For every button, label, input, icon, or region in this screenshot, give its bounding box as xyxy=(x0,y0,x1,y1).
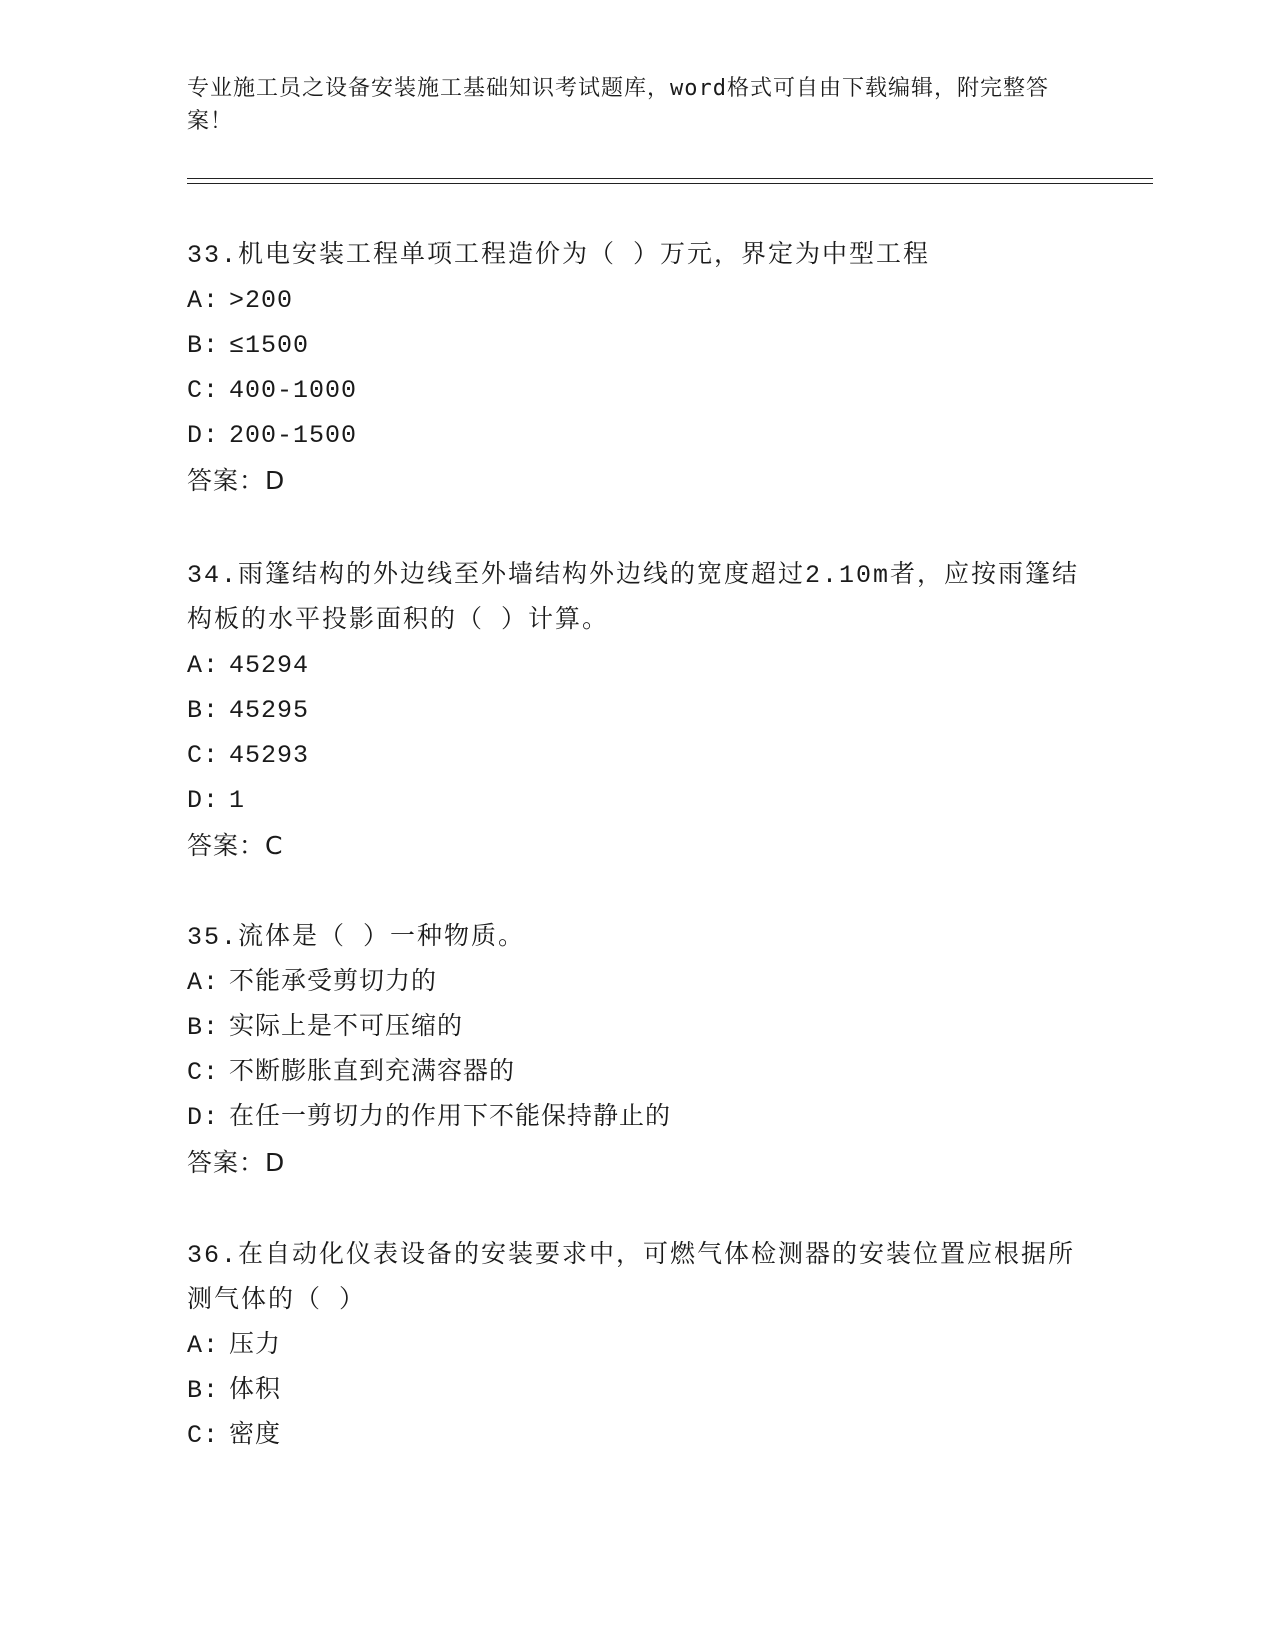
option-label: D: xyxy=(187,1103,220,1132)
option-c xyxy=(187,733,1087,778)
option-label: C: xyxy=(187,376,220,405)
option-label: D: xyxy=(187,786,220,815)
option-a xyxy=(187,960,1087,1005)
header-rule-top xyxy=(187,178,1153,179)
option-text: >200 xyxy=(229,286,294,315)
option-label: D: xyxy=(187,421,220,450)
question-33 xyxy=(187,233,1087,503)
document-header: 专业施工员之设备安装施工基础知识考试题库，word格式可自由下载编辑，附完整答案！ xyxy=(187,76,1049,134)
option-label: C: xyxy=(187,1058,220,1087)
option-text: 不断膨胀直到充满容器的 xyxy=(229,1058,516,1087)
option-a xyxy=(187,643,1087,688)
answer: 答案：C xyxy=(187,831,284,860)
option-text: 1 xyxy=(229,786,246,815)
option-label: B: xyxy=(187,1376,220,1405)
header-rule-bottom xyxy=(187,183,1153,184)
option-label: C: xyxy=(187,1421,220,1450)
option-text: 体积 xyxy=(229,1376,282,1405)
option-text: 400-1000 xyxy=(229,376,358,405)
question-stem: 35.流体是（ ）一种物质。 xyxy=(187,923,526,952)
option-label: A: xyxy=(187,651,220,680)
option-label: B: xyxy=(187,696,220,725)
option-label: A: xyxy=(187,286,220,315)
option-label: A: xyxy=(187,968,220,997)
option-label: C: xyxy=(187,741,220,770)
option-text: 45293 xyxy=(229,741,310,770)
question-35 xyxy=(187,915,1087,1185)
option-b xyxy=(187,688,1087,733)
option-text: ≤1500 xyxy=(229,331,310,360)
option-text: 不能承受剪切力的 xyxy=(229,968,438,997)
option-b xyxy=(187,323,1087,368)
option-b xyxy=(187,1368,1087,1413)
option-text: 压力 xyxy=(229,1331,282,1360)
question-36 xyxy=(187,1233,1087,1458)
option-c xyxy=(187,1413,1087,1458)
option-a xyxy=(187,278,1087,323)
option-text: 45295 xyxy=(229,696,310,725)
option-d xyxy=(187,1095,1087,1140)
option-a xyxy=(187,1323,1087,1368)
option-label: B: xyxy=(187,1013,220,1042)
option-text: 密度 xyxy=(229,1421,282,1450)
question-stem: 33.机电安装工程单项工程造价为（ ）万元，界定为中型工程 xyxy=(187,241,931,270)
option-d xyxy=(187,778,1087,823)
option-label: A: xyxy=(187,1331,220,1360)
option-text: 45294 xyxy=(229,651,310,680)
option-text: 200-1500 xyxy=(229,421,358,450)
question-34 xyxy=(187,553,1087,868)
answer: 答案：D xyxy=(187,1148,286,1177)
option-b xyxy=(187,1005,1087,1050)
option-d xyxy=(187,413,1087,458)
option-c xyxy=(187,1050,1087,1095)
option-label: B: xyxy=(187,331,220,360)
option-text: 在任一剪切力的作用下不能保持静止的 xyxy=(229,1103,672,1132)
question-stem: 36.在自动化仪表设备的安装要求中，可燃气体检测器的安装位置应根据所测气体的（ ） xyxy=(187,1241,1076,1315)
option-text: 实际上是不可压缩的 xyxy=(229,1013,464,1042)
question-stem: 34.雨篷结构的外边线至外墙结构外边线的宽度超过2.10m者，应按雨篷结构板的水平投影面积的（ ）计算。 xyxy=(187,561,1080,635)
answer: 答案：D xyxy=(187,466,286,495)
option-c xyxy=(187,368,1087,413)
